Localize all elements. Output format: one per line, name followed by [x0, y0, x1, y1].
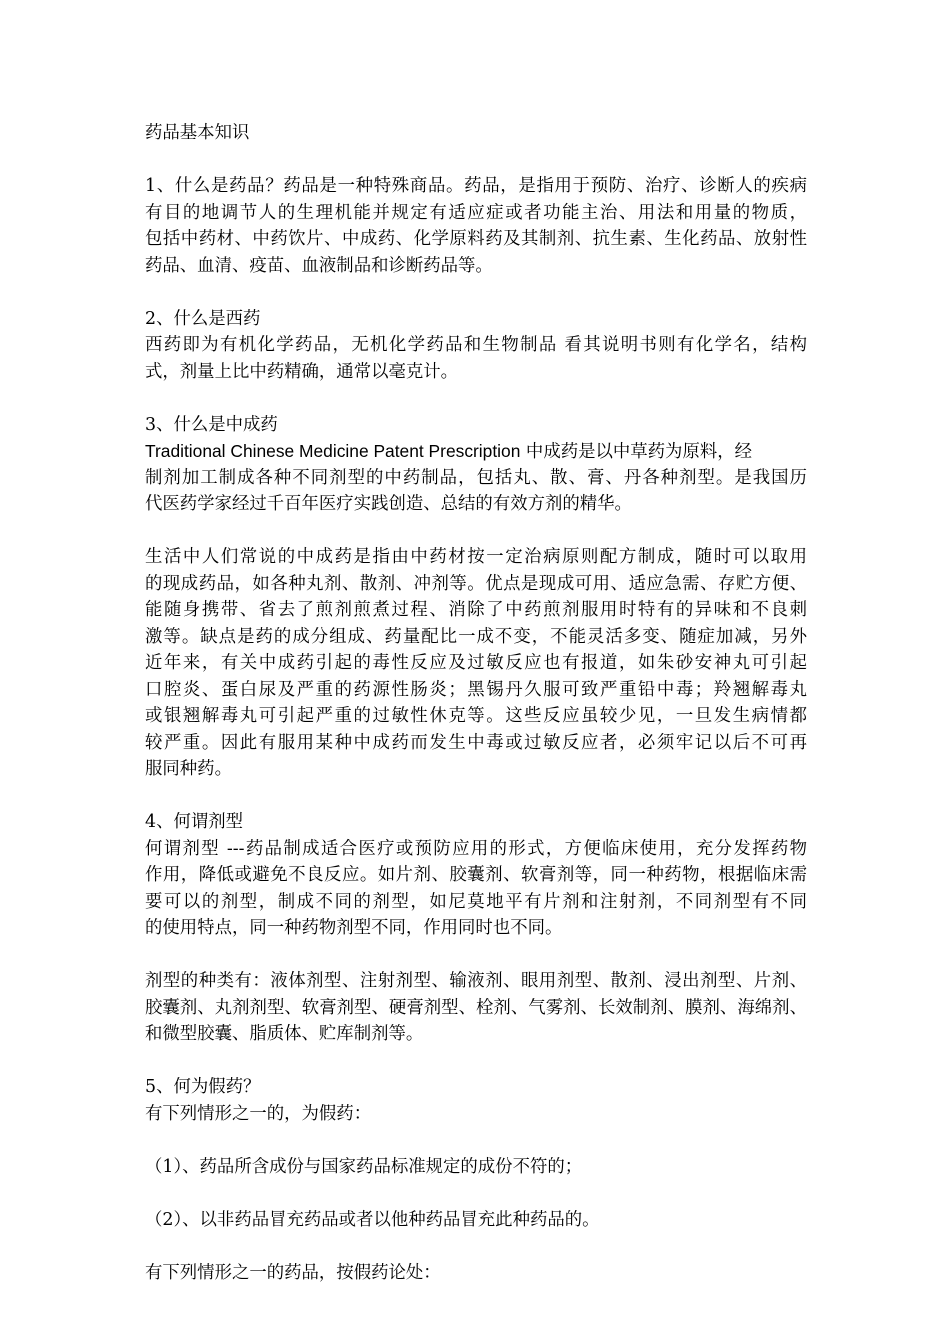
spacer — [145, 147, 807, 174]
spacer — [145, 518, 807, 545]
spacer — [145, 279, 807, 306]
dosage-forms-line-1: 剂型的种类有：液体剂型、注射剂型、输液剂、眼用剂型、散剂、浸出剂型、片剂、 — [145, 971, 807, 991]
paragraph-line: 生活中人们常说的中成药是指由中药材按一定治病原则配方制成，随时可以取用 — [145, 547, 807, 567]
section-2-line-2: 式，剂量上比中药精确，通常以毫克计。 — [145, 361, 459, 382]
section-3-line-2: 代医药学家经过千百年医疗实践创造、总结的有效方剂的精华。 — [145, 494, 632, 514]
closing-line: 有下列情形之一的药品，按假药论处： — [145, 1262, 441, 1283]
dosage-forms-line-3: 和微型胶囊、脂质体、贮库制剂等。 — [145, 1024, 424, 1044]
paragraph-line: 的现成药品，如各种丸剂、散剂、冲剂等。优点是现成可用、适应急需、存贮方便、 — [145, 573, 807, 594]
section-1-line-2: 包括中药材、中药饮片、中成药、化学原料药及其制剂、抗生素、生化药品、放射性 — [145, 229, 807, 249]
spacer — [145, 942, 807, 969]
spacer — [145, 1180, 807, 1207]
section-2-heading: 2、什么是西药 — [145, 308, 261, 329]
paragraph-line: 激等。缺点是药的成分组成、药量配比一成不变，不能灵活多变、随症加减，另外 — [145, 626, 807, 647]
paragraph-line: 服同种药。 — [145, 759, 232, 779]
document-title: 药品基本知识 — [145, 123, 250, 143]
section-3-line-1: 制剂加工制成各种不同剂型的中药制品，包括丸、散、膏、丹各种剂型。是我国历 — [145, 467, 807, 488]
section-5-heading: 5、何为假药？ — [145, 1077, 261, 1097]
paragraph-line: 或银翘解毒丸可引起严重的过敏性休克等。这些反应虽较少见，一旦发生病情都 — [145, 706, 807, 726]
section-4-line-4: 的使用特点，同一种药物剂型不同，作用同时也不同。 — [145, 918, 563, 938]
paragraph-line: 较严重。因此有服用某种中成药而发生中毒或过敏反应者，必须牢记以后不可再 — [145, 732, 807, 753]
section-4-line-3: 要可以的剂型，制成不同的剂型，如尼莫地平有片剂和注射剂，不同剂型有不同 — [145, 891, 807, 912]
spacer — [145, 783, 807, 810]
list-item-1: （1）、药品所含成份与国家药品标准规定的成份不符的； — [145, 1156, 583, 1177]
section-4-line-1: 何谓剂型 ---药品制成适合医疗或预防应用的形式，方便临床使用，充分发挥药物 — [145, 838, 807, 859]
spacer — [145, 1048, 807, 1075]
spacer — [145, 385, 807, 412]
section-3-first-line-rest: 中成药是以中草药为原料，经 — [525, 442, 753, 462]
dosage-forms-line-2: 胶囊剂、丸剂剂型、软膏剂型、硬膏剂型、栓剂、气雾剂、长效制剂、膜剂、海绵剂、 — [145, 997, 807, 1018]
section-3-heading: 3、什么是中成药 — [145, 414, 278, 435]
section-4-line-2: 作用，降低或避免不良反应。如片剂、胶囊剂、软膏剂等，同一种药物，根据临床需 — [145, 865, 807, 885]
spacer — [145, 1127, 807, 1154]
section-1-line-1: 有目的地调节人的生理机能并规定有适应症或者功能主治、用法和用量的物质， — [145, 202, 807, 223]
section-5-line-1: 有下列情形之一的，为假药： — [145, 1103, 372, 1124]
section-2-line-1: 西药即为有机化学药品，无机化学药品和生物制品 看其说明书则有化学名，结构 — [145, 335, 807, 355]
paragraph-line: 口腔炎、蛋白尿及严重的药源性肠炎；黑锡丹久服可致严重铅中毒；羚翘解毒丸 — [145, 679, 807, 700]
spacer — [145, 1233, 807, 1260]
section-1-line-3: 药品、血清、疫苗、血液制品和诊断药品等。 — [145, 255, 493, 276]
list-item-2: （2）、以非药品冒充药品或者以他种药品冒充此种药品的。 — [145, 1209, 600, 1230]
section-4-heading: 4、何谓剂型 — [145, 812, 244, 832]
paragraph-line: 能随身携带、省去了煎剂煎煮过程、消除了中药煎剂服用时特有的异味和不良刺 — [145, 600, 807, 620]
section-3-first-line — [145, 438, 807, 465]
document-page — [145, 120, 807, 1286]
paragraph-line: 近年来，有关中成药引起的毒性反应及过敏反应也有报道，如朱砂安神丸可引起 — [145, 653, 807, 673]
section-3-english-term: Traditional Chinese Medicine Patent Prescription — [145, 441, 521, 461]
section-1-heading: 1、什么是药品？药品是一种特殊商品。药品，是指用于预防、治疗、诊断人的疾病 — [145, 176, 807, 196]
